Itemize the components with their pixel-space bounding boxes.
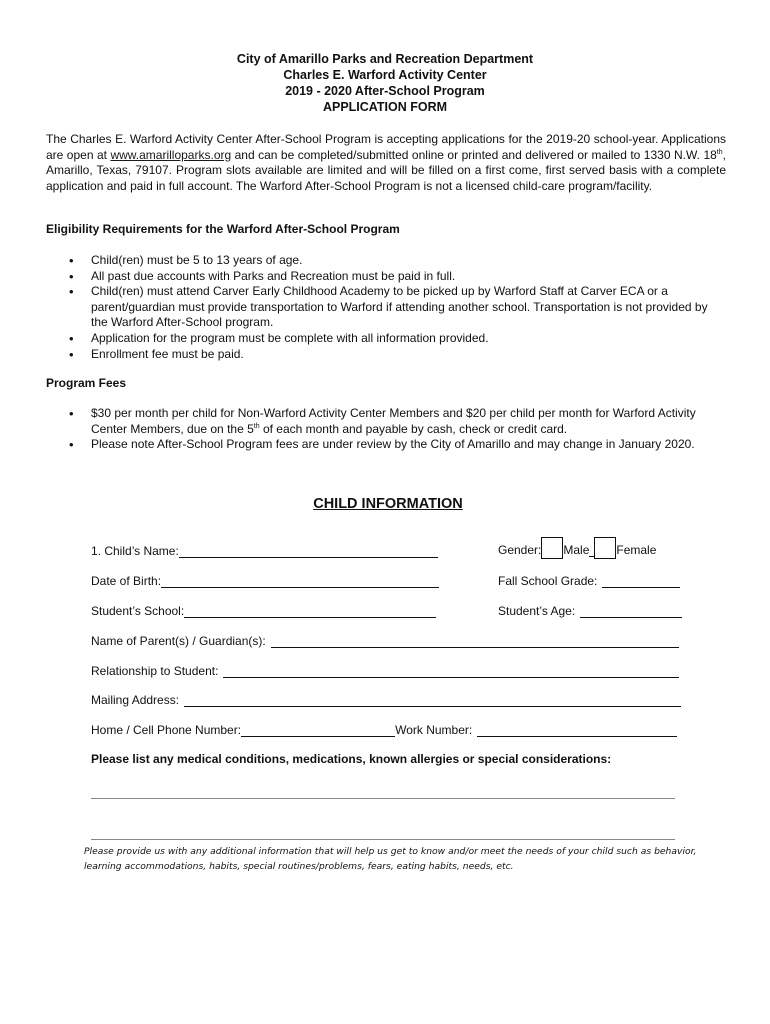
intro-paragraph bbox=[46, 132, 726, 194]
child-information-title: CHILD INFORMATION bbox=[313, 496, 463, 512]
gender-field bbox=[498, 533, 656, 557]
program-title: 2019 - 2020 After-School Program bbox=[285, 84, 485, 98]
parents-label: Name of Parent(s) / Guardian(s): bbox=[91, 634, 266, 648]
work-input-line[interactable] bbox=[477, 723, 677, 737]
eligibility-item-complete: • Application for the program must be complete with all information provided. bbox=[91, 331, 721, 347]
child-name-label: 1. Child’s Name: bbox=[91, 544, 179, 558]
fees-item-review: • Please note After-School Program fees are under review by the City of Amarillo and may change in January 2020. bbox=[91, 437, 721, 453]
male-checkbox[interactable] bbox=[541, 537, 563, 559]
address-label: Mailing Address: bbox=[91, 693, 180, 707]
dob-input-line[interactable] bbox=[161, 574, 439, 588]
child-name-field bbox=[91, 542, 438, 558]
eligibility-item-age: • Child(ren) must be 5 to 13 years of age. bbox=[91, 253, 721, 269]
work-label: Work Number: bbox=[395, 723, 473, 737]
grade-label: Fall School Grade: bbox=[498, 574, 598, 588]
address-field bbox=[91, 691, 681, 707]
address-input-line[interactable] bbox=[184, 693, 681, 707]
center-title: Charles E. Warford Activity Center bbox=[283, 68, 487, 82]
age-field bbox=[498, 602, 682, 618]
grade-field bbox=[498, 572, 680, 588]
female-checkbox[interactable] bbox=[594, 537, 616, 559]
male-label: Male bbox=[563, 543, 590, 557]
female-label: Female bbox=[616, 543, 657, 557]
eligibility-item-school: • Child(ren) must attend Carver Early Childhood Academy to be picked up by Warford Staff at Carver ECA or a parent/guardian must provide transportation to Warford if attending another school. Transportation is not provided by the Warford After-School program. bbox=[91, 284, 721, 331]
form-header bbox=[0, 51, 770, 115]
medical-conditions-label: Please list any medical conditions, medications, known allergies or special considerations: bbox=[91, 752, 612, 766]
school-input-line[interactable] bbox=[184, 604, 436, 618]
school-field bbox=[91, 602, 436, 618]
eligibility-item-fee: • Enrollment fee must be paid. bbox=[91, 347, 721, 363]
intro-text-2: and can be completed/submitted online or printed and delivered or mailed to 1330 N.W. 18 bbox=[231, 147, 717, 162]
dob-field bbox=[91, 572, 439, 588]
fees-item-monthly-text-2: of each month and payable by cash, check or credit card. bbox=[259, 421, 568, 436]
gender-label: Gender: bbox=[498, 543, 542, 557]
additional-info-note: Please provide us with any additional information that will help us get to know and/or meet the needs of your child such as behavior, learning accommodations, habits, special routines/problems, fears, eating habits, needs, etc. bbox=[84, 846, 697, 872]
phone-field bbox=[91, 721, 677, 737]
medical-input-line-2[interactable] bbox=[91, 839, 675, 840]
relationship-label: Relationship to Student: bbox=[91, 664, 219, 678]
fees-list bbox=[91, 406, 721, 453]
fees-item-monthly bbox=[91, 406, 721, 437]
eligibility-item-accounts: • All past due accounts with Parks and Recreation must be paid in full. bbox=[91, 269, 721, 285]
form-title: APPLICATION FORM bbox=[322, 100, 448, 114]
fees-heading: Program Fees bbox=[46, 376, 127, 390]
parents-input-line[interactable] bbox=[271, 634, 679, 648]
department-title: City of Amarillo Parks and Recreation Department bbox=[236, 52, 534, 66]
intro-superscript: th bbox=[716, 148, 723, 156]
intro-text-3: , Amarillo, Texas, 79107. Program slots available are limited and will be filled on a first come, first served basis with a complete application and paid in full account. The Warford After-School Program is not a licensed child-care program/facility. bbox=[46, 147, 726, 193]
school-label: Student’s School: bbox=[91, 604, 185, 618]
eligibility-list bbox=[91, 253, 721, 362]
eligibility-heading: Eligibility Requirements for the Warford After-School Program bbox=[46, 222, 400, 236]
medical-input-line-1[interactable] bbox=[91, 798, 675, 799]
phone-input-line[interactable] bbox=[241, 723, 395, 737]
child-name-input-line[interactable] bbox=[179, 544, 438, 558]
parents-field bbox=[91, 632, 679, 648]
age-label: Student’s Age: bbox=[498, 604, 576, 618]
age-input-line[interactable] bbox=[580, 604, 682, 618]
grade-input-line[interactable] bbox=[602, 574, 680, 588]
fees-item-monthly-text-1: $30 per month per child for Non-Warford Activity Center Members and $20 per child per month for Warford Activity Center Members, due on the 5 bbox=[91, 406, 696, 436]
relationship-input-line[interactable] bbox=[223, 664, 679, 678]
fees-superscript: th bbox=[253, 422, 260, 430]
intro-text-1: The Charles E. Warford Activity Center After-School Program is accepting applications for the 2019-20 school-year. Applications are open at bbox=[46, 132, 726, 162]
dob-label: Date of Birth: bbox=[91, 574, 162, 588]
relationship-field bbox=[91, 662, 679, 678]
website-link[interactable]: www.amarilloparks.org bbox=[110, 147, 232, 162]
phone-label: Home / Cell Phone Number: bbox=[91, 723, 242, 737]
